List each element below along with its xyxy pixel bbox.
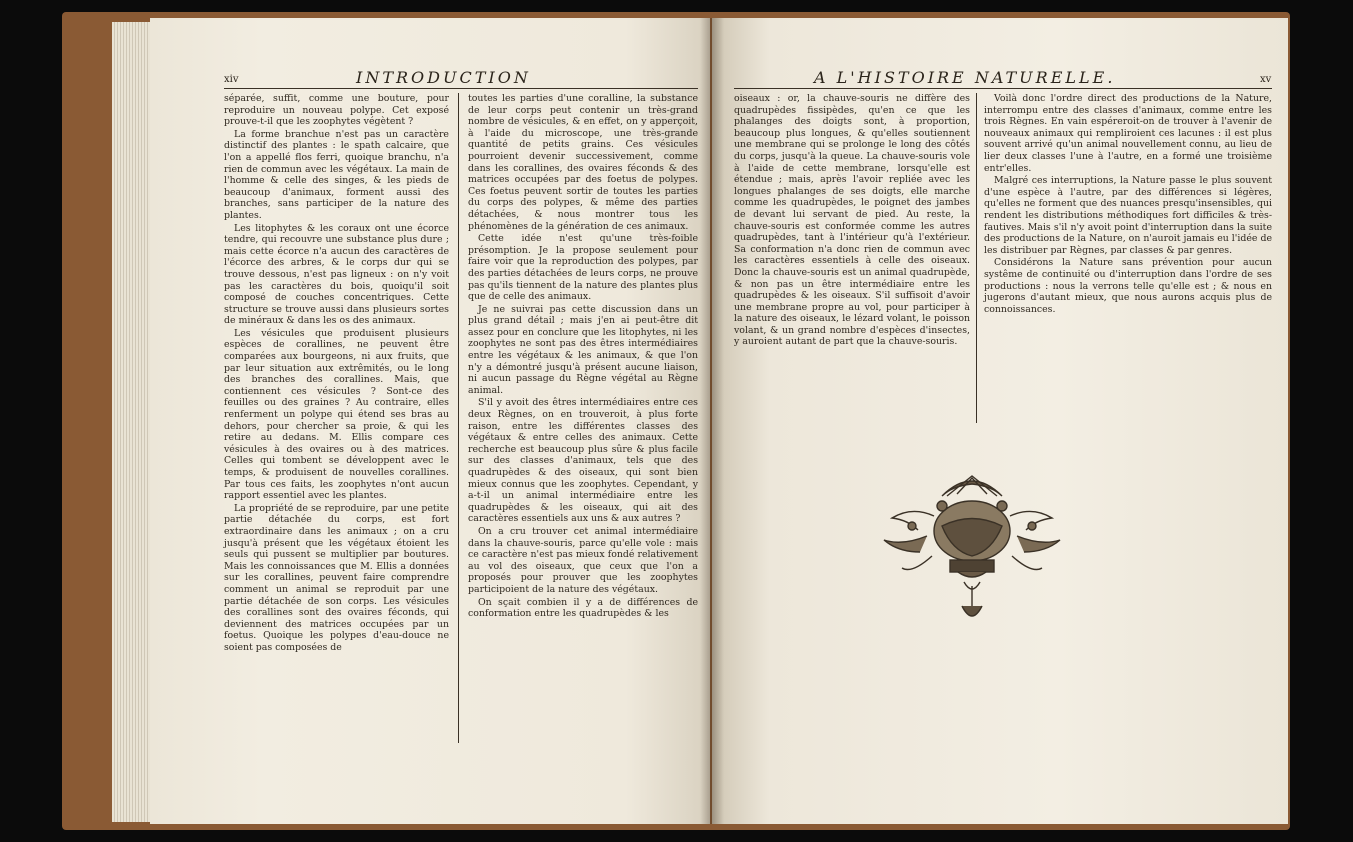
- book-gutter: [700, 18, 724, 824]
- paragraph: La forme branchue n'est pas un caractère distinctif des plantes : le spath calcaire, que l'on a appellé flos ferri, quoique branchu, n'a rien de commun avec les végétaux. La main de l'homme & celle des singes, & les pieds de beaucoup d'animaux, forment aussi des branches, sans participer de la nature des plantes.: [224, 128, 449, 221]
- folio-left: xiv: [224, 74, 239, 85]
- paragraph: La propriété de se reproduire, par une petite partie détachée du corps, est fort extraordinaire dans les animaux ; on a cru jusqu'à présent que les végétaux étoient les seuls qui pussent se multiplier par boutures. Mais les connoissances que M. Ellis a données sur les corallines, peuvent faire comprendre comment un animal se reproduit par une partie détachée de son corps. Les vésicules des corallines sont des ovaires féconds, qui deviennent des matrices occupées par un foetus. Quoique les polypes d'eau-douce ne soient pas composées de: [224, 502, 449, 653]
- paragraph: On sçait combien il y a de différences de conformation entre les quadrupèdes & les: [468, 596, 698, 620]
- page-edges: [112, 22, 152, 822]
- paragraph: séparée, suffit, comme une bouture, pour reproduire un nouveau polype. Cet exposé prouve-t-il que les zoophytes végètent ?: [224, 93, 449, 128]
- running-head-left: INTRODUCTION: [356, 68, 531, 87]
- column-rule-right: [976, 93, 977, 423]
- paragraph: On a cru trouver cet animal intermédiaire dans la chauve-souris, parce qu'elle vole : mais ce caractère n'est pas mieux fondé relativement au vol des oiseaux, que ceux que l'on a proposés pour prouver que les zoophytes participoient de la nature des végétaux.: [468, 525, 698, 595]
- left-column-2: [468, 93, 698, 621]
- paragraph: Les vésicules que produisent plusieurs espèces de corallines, ne peuvent être comparées aux bourgeons, ni aux fruits, que par leur situation aux extrêmités, ou le long des branches des corallines. Mais, que contiennent ces vésicules ? Sont-ce des feuilles ou des graines ? Au contraire, elles renferment un polype qui étend ses bras au dehors, pour chercher sa proie, & qui les retire au dedans. M. Ellis compare ces vésicules à des ovaires ou à des matrices. Celles qui tombent se développent avec le temps, & produisent de nouvelles corallines. Par tous ces faits, les zoophytes n'ont aucun rapport essentiel avec les plantes.: [224, 327, 449, 502]
- paragraph: Voilà donc l'ordre direct des productions de la Nature, interrompu entre des classes d'animaux, comme entre les trois Règnes. En vain espéreroit-on de trouver à l'avenir de nouveaux animaux qui rempliroient ces lacunes : il est plus souvent arrivé qu'un animal nouvellement connu, au lieu de lier deux classes l'une à l'autre, en a formé une troisième entr'elles.: [984, 93, 1272, 174]
- paragraph: Je ne suivrai pas cette discussion dans un plus grand détail ; mais j'en ai peut-être dit assez pour en conclure que les litophytes, ni les zoophytes ne sont pas des êtres intermédiaires entre les végétaux & les animaux, & que l'on n'y a démontré jusqu'à présent aucune liaison, ni aucun passage du Règne végétal au Règne animal.: [468, 303, 698, 396]
- header-rule-left: [224, 88, 698, 89]
- paragraph: Malgré ces interruptions, la Nature passe le plus souvent d'une espèce à l'autre, par des différences si légères, qu'elles ne forment que des nuances presqu'insensibles, qui rendent les distributions méthodiques fort difficiles & très-fautives. Mais s'il n'y avoit point d'interruption dans la suite des productions de la Nature, on n'auroit jamais eu l'idée de les distribuer par Règnes, par classes & par genres.: [984, 175, 1272, 256]
- running-head-right: A L'HISTOIRE NATURELLE.: [814, 68, 1116, 87]
- folio-right: xv: [1260, 74, 1272, 85]
- right-column-2: [984, 93, 1272, 316]
- paragraph: toutes les parties d'une coralline, la substance de leur corps peut contenir un très-grand nombre de vésicules, & en effet, on y apperçoit, à l'aide du microscope, une très-grande quantité de petits grains. Ces vésicules pourroient devenir successivement, comme dans les corallines, des ovaires féconds & des matrices occupées par des foetus de polypes. Ces foetus peuvent sortir de toutes les parties du corps des polypes, & même des parties détachées, & nous montrer tous les phénomènes de la génération de ces animaux.: [468, 93, 698, 232]
- right-page: [712, 18, 1288, 824]
- paragraph: Cette idée n'est qu'une très-foible présomption. Je la propose seulement pour faire voir que la reproduction des polypes, par des parties détachées de leurs corps, ne prouve pas qu'ils tiennent de la nature des plantes plus que de celle des animaux.: [468, 233, 698, 303]
- right-column-1: [734, 93, 970, 349]
- paragraph: Considérons la Nature sans prévention pour aucun systême de continuité ou d'interruption dans l'ordre de ses productions : nous la verrons telle qu'elle est ; & nous en jugerons d'autant mieux, que nous aurons acquis plus de connoissances.: [984, 257, 1272, 315]
- paragraph: S'il y avoit des êtres intermédiaires entre ces deux Règnes, on en trouveroit, à plus forte raison, entre les différentes classes des végétaux & entre celles des animaux. Cette recherche est beaucoup plus sûre & plus facile sur des classes d'animaux, tels que des quadrupèdes & des oiseaux, qui sont bien mieux connus que les zoophytes. Cependant, y a-t-il un animal intermédiaire entre les quadrupèdes & les oiseaux, qui ait des caractères essentiels aux uns & aux autres ?: [468, 397, 698, 525]
- cul-de-lampe-ornament: [872, 456, 1072, 636]
- header-rule-right: [734, 88, 1272, 89]
- column-rule-left: [458, 93, 459, 743]
- left-column-1: [224, 93, 449, 655]
- paragraph: Les litophytes & les coraux ont une écorce tendre, qui recouvre une substance plus dure ; mais cette écorce n'a aucun des caractères de l'écorce des arbres, & le corps dur qui se trouve dessous, n'est pas ligneux : on n'y voit pas les caractères du bois, quoiqu'il soit composé de couches concentriques. Cette structure se trouve aussi dans plusieurs sortes de minéraux & dans les os des animaux.: [224, 222, 449, 327]
- paragraph: oiseaux : or, la chauve-souris ne diffère des quadrupèdes fissipèdes, qu'en ce que les phalanges des doigts sont, à proportion, beaucoup plus longues, & qu'elles soutiennent une membrane qui se prolonge le long des côtés du corps, jusqu'à la queue. La chauve-souris vole à l'aide de cette membrane, lorsqu'elle est étendue ; mais, après l'avoir repliée avec les longues phalanges de ses doigts, elle marche comme les quadrupèdes, le poignet des jambes de devant lui servant de pied. Au reste, la chauve-souris est conformée comme les autres quadrupèdes, tant à l'intérieur qu'à l'extérieur. Sa conformation n'a donc rien de commun avec les caractères essentiels à celle des oiseaux. Donc la chauve-souris est un animal quadrupède, & non pas un être intermédiaire entre les quadrupèdes & les oiseaux. S'il suffisoit d'avoir une membrane propre au vol, pour participer à la nature des oiseaux, le lézard volant, le poisson volant, & un grand nombre d'espèces d'insectes, y auroient autant de part que la chauve-souris.: [734, 93, 970, 348]
- left-page: [150, 18, 710, 824]
